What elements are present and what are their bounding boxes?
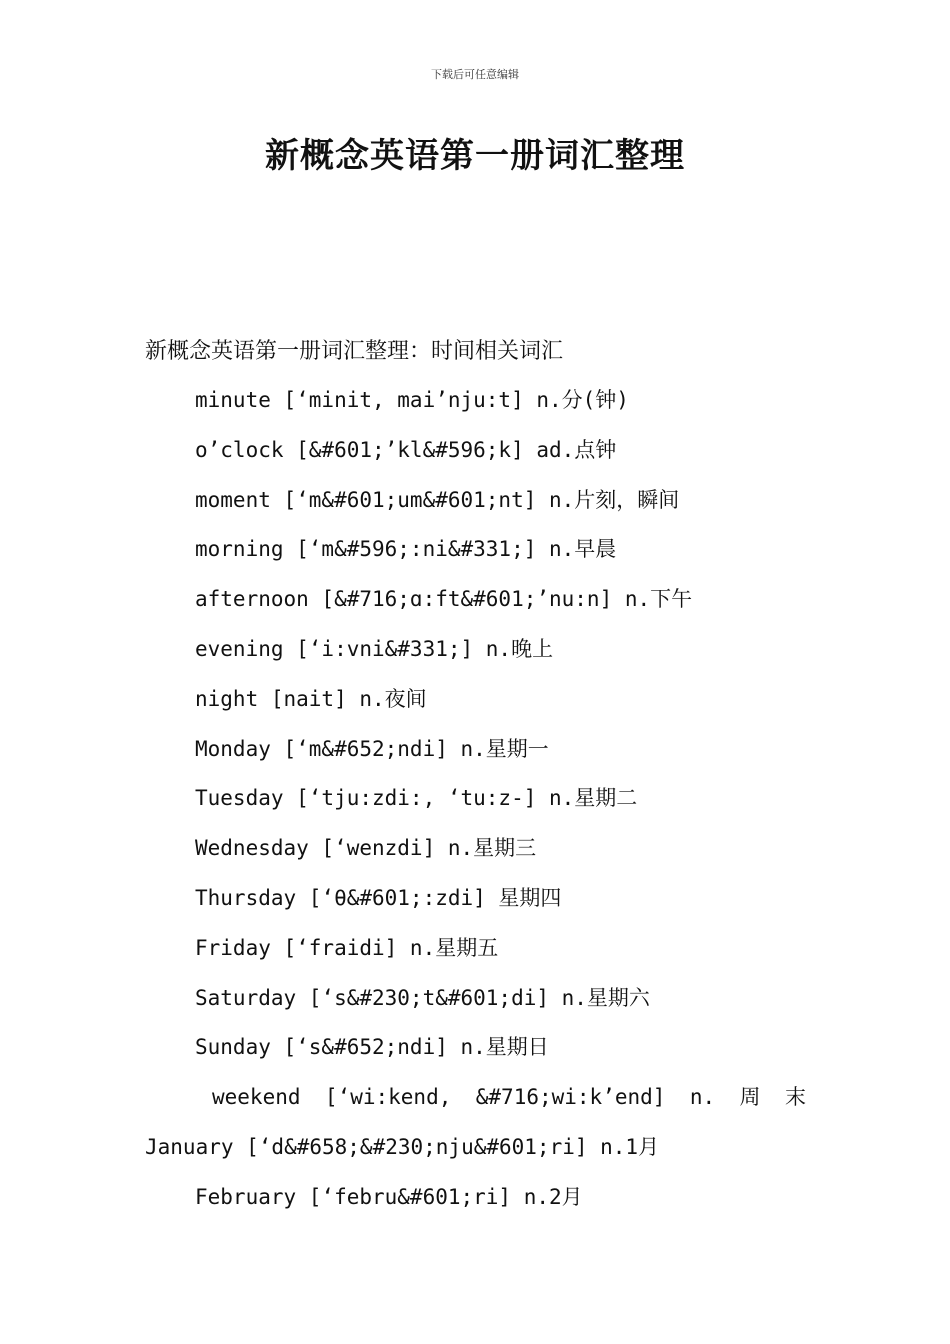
vocab-entry-minute: minute [‘minit, mai’nju:t] n.分(钟)	[195, 388, 629, 412]
weekend-meaning-1: 周	[739, 1085, 761, 1110]
weekend-pos: n.	[689, 1085, 716, 1110]
vocab-entry-wednesday: Wednesday [‘wenzdi] n.星期三	[195, 836, 537, 861]
vocab-entry-morning: morning [‘m&#596;:ni&#331;] n.早晨	[195, 537, 617, 562]
vocab-entry-afternoon: afternoon [&#716;ɑ:ft&#601;’nu:n] n.下午	[195, 587, 693, 612]
vocab-entry-tuesday: Tuesday [‘tju:zdi:, ‘tu:z-] n.星期二	[195, 786, 638, 811]
vocab-entry-weekend	[0, 1075, 806, 1125]
weekend-meaning-2: 末	[784, 1085, 806, 1110]
vocab-entry-night: night [nait] n.夜间	[195, 686, 427, 711]
vocab-entry-evening: evening [‘i:vni&#331;] n.晚上	[195, 636, 554, 661]
vocab-entry-friday: Friday [‘fraidi] n.星期五	[195, 935, 499, 960]
vocab-entry-monday: Monday [‘m&#652;ndi] n.星期一	[195, 736, 549, 761]
vocab-entry-thursday: Thursday [‘θ&#601;:zdi] 星期四	[195, 885, 562, 910]
vocab-entry-january: January [‘d&#658;&#230;nju&#601;ri] n.1月	[145, 1134, 660, 1159]
vocabulary-list	[0, 378, 950, 1225]
section-heading: 新概念英语第一册词汇整理：时间相关词汇	[145, 339, 564, 364]
document-title: 新概念英语第一册词汇整理	[265, 136, 685, 176]
weekend-word: weekend	[212, 1085, 301, 1110]
page-header: 下载后可任意编辑	[431, 68, 519, 81]
weekend-phonetic-2: &#716;wi:k’end]	[475, 1085, 666, 1110]
vocab-entry-moment: moment [‘m&#601;um&#601;nt] n.片刻，瞬间	[195, 487, 680, 512]
vocab-entry-february: February [‘febru&#601;ri] n.2月	[195, 1184, 583, 1209]
vocab-entry-oclock: o’clock [&#601;’kl&#596;k] ad.点钟	[195, 437, 617, 462]
vocab-entry-sunday: Sunday [‘s&#652;ndi] n.星期日	[195, 1035, 549, 1060]
vocab-entry-saturday: Saturday [‘s&#230;t&#601;di] n.星期六	[195, 985, 650, 1010]
weekend-phonetic-1: [‘wi:kend,	[324, 1085, 452, 1110]
